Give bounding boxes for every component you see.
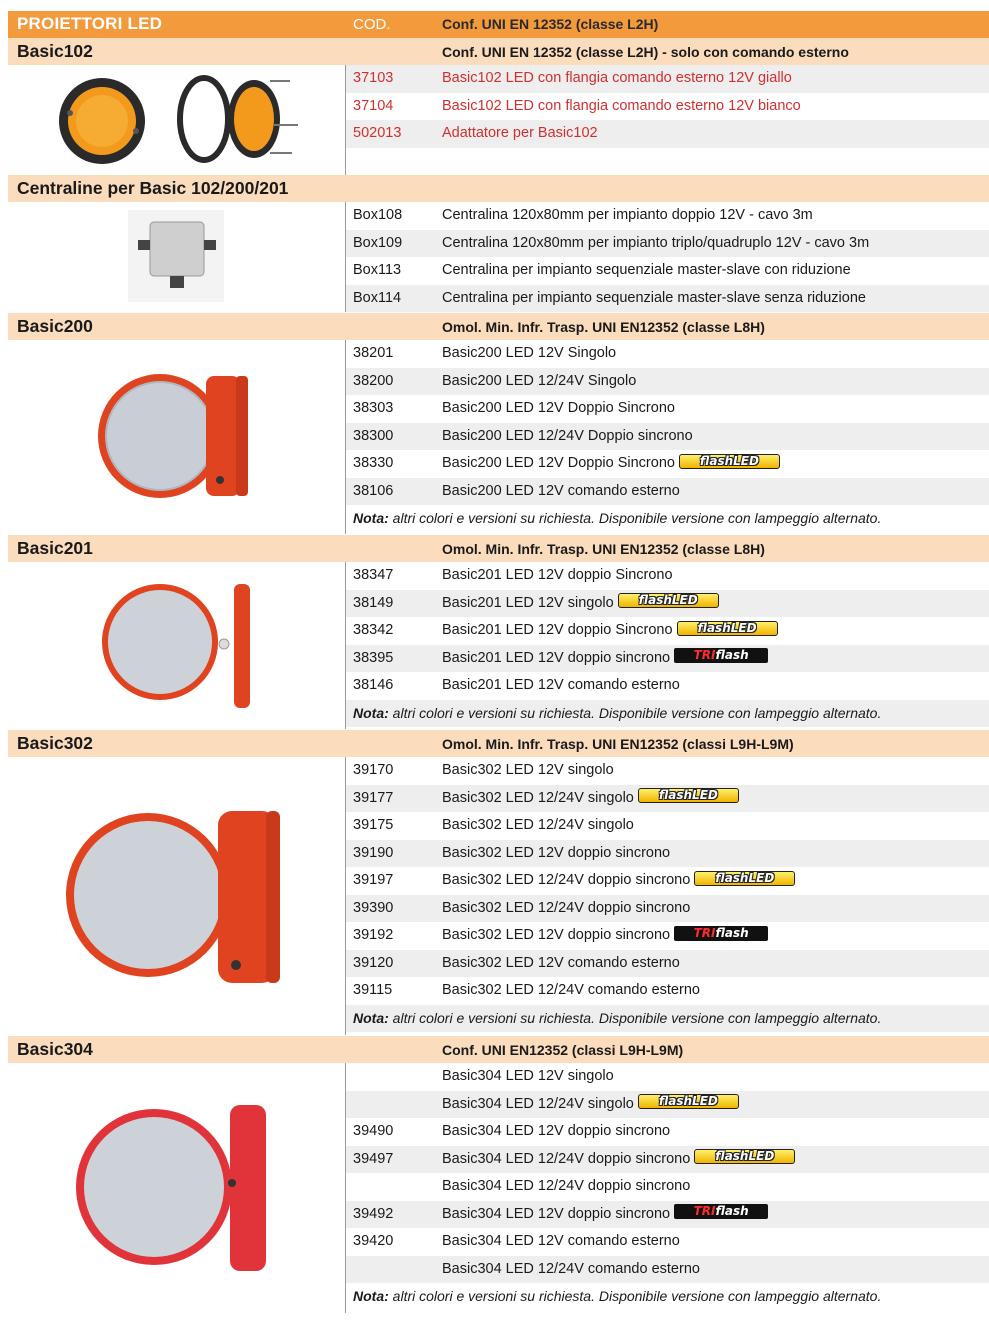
product-image-basic304: [8, 1063, 345, 1313]
table-row: 38201 Basic200 LED 12V Singolo: [346, 340, 989, 368]
table-row: Box114 Centralina per impianto sequenziale master-slave senza riduzione: [346, 285, 989, 313]
table-row: 39190 Basic302 LED 12V doppio sincrono: [346, 840, 989, 868]
table-row: Basic304 LED 12/24V doppio sincrono: [346, 1173, 989, 1201]
block-basic200: [8, 340, 989, 534]
section-title: Basic304: [17, 1039, 93, 1059]
block-basic304: [8, 1063, 989, 1313]
table-row: 39197 Basic302 LED 12/24V doppio sincrono flashLED: [346, 867, 989, 895]
note-row: Nota: altri colori e versioni su richiesta. Disponibile versione con lampeggio alternato.: [346, 1283, 989, 1311]
section-title: Basic302: [17, 733, 93, 753]
triflash-badge: TRIflash: [674, 648, 768, 663]
section-centraline: [8, 175, 989, 202]
block-basic102: [8, 65, 989, 175]
basic304-lamp-icon: [8, 1063, 345, 1313]
product-image-basic302: [8, 757, 345, 1035]
section-conf: Omol. Min. Infr. Trasp. UNI EN12352 (classe L8H): [442, 541, 765, 557]
flashled-badge: flashLED: [677, 621, 778, 636]
basic201-lamp-icon: [8, 562, 345, 729]
triflash-badge: TRIflash: [674, 1204, 768, 1219]
section-conf: Omol. Min. Infr. Trasp. UNI EN12352 (classe L8H): [442, 319, 765, 335]
table-row: 38300 Basic200 LED 12/24V Doppio sincrono: [346, 423, 989, 451]
section-title: Basic102: [17, 41, 93, 61]
note-row: Nota: altri colori e versioni su richiesta. Disponibile versione con lampeggio alternato.: [346, 505, 989, 533]
header-conf: Conf. UNI EN 12352 (classe L2H): [442, 16, 659, 32]
table-row: 38149 Basic201 LED 12V singolo flashLED: [346, 590, 989, 618]
block-centraline: [8, 202, 989, 312]
table-row: 38347 Basic201 LED 12V doppio Sincrono: [346, 562, 989, 590]
table-row: 38303 Basic200 LED 12V Doppio Sincrono: [346, 395, 989, 423]
flashled-badge: flashLED: [679, 454, 780, 469]
table-row: 38200 Basic200 LED 12/24V Singolo: [346, 368, 989, 396]
table-row: 39492 Basic304 LED 12V doppio sincrono TRIflash: [346, 1201, 989, 1229]
table-row: 37104 Basic102 LED con flangia comando esterno 12V bianco: [346, 93, 989, 121]
table-row: Box113 Centralina per impianto sequenziale master-slave con riduzione: [346, 257, 989, 285]
table-row: 38330 Basic200 LED 12V Doppio Sincrono flashLED: [346, 450, 989, 478]
control-box-icon: [8, 202, 345, 312]
table-row: Box108 Centralina 120x80mm per impianto doppio 12V - cavo 3m: [346, 202, 989, 230]
section-basic201: [8, 535, 989, 562]
basic102-lamp-icon: [8, 65, 345, 175]
block-basic302: [8, 757, 989, 1035]
section-basic304: [8, 1036, 989, 1063]
basic302-lamp-icon: [8, 757, 345, 1035]
table-row: 38146 Basic201 LED 12V comando esterno: [346, 672, 989, 700]
table-row: Basic304 LED 12/24V singolo flashLED: [346, 1091, 989, 1119]
table-row: 39390 Basic302 LED 12/24V doppio sincrono: [346, 895, 989, 923]
table-row: 38106 Basic200 LED 12V comando esterno: [346, 478, 989, 506]
section-basic102: [8, 38, 989, 65]
table-row: 39192 Basic302 LED 12V doppio sincrono TRIflash: [346, 922, 989, 950]
table-row: 39120 Basic302 LED 12V comando esterno: [346, 950, 989, 978]
table-row: 39497 Basic304 LED 12/24V doppio sincrono flashLED: [346, 1146, 989, 1174]
table-row: Basic304 LED 12V singolo: [346, 1063, 989, 1091]
table-row: 39170 Basic302 LED 12V singolo: [346, 757, 989, 785]
table-row: 39115 Basic302 LED 12/24V comando esterno: [346, 977, 989, 1005]
section-conf: Conf. UNI EN12352 (classi L9H-L9M): [442, 1042, 684, 1058]
table-row: 38342 Basic201 LED 12V doppio Sincrono flashLED: [346, 617, 989, 645]
table-row: 39175 Basic302 LED 12/24V singolo: [346, 812, 989, 840]
table-row: 502013 Adattatore per Basic102: [346, 120, 989, 148]
product-image-basic200: [8, 340, 345, 534]
product-image-basic201: [8, 562, 345, 729]
header-title: PROIETTORI LED: [17, 14, 163, 33]
section-basic200: [8, 313, 989, 340]
note-row: Nota: altri colori e versioni su richiesta. Disponibile versione con lampeggio alternato.: [346, 1005, 989, 1033]
section-title: Basic200: [17, 316, 93, 336]
flashled-badge: flashLED: [638, 1094, 739, 1109]
note-row: Nota: altri colori e versioni su richiesta. Disponibile versione con lampeggio alternato.: [346, 700, 989, 728]
flashled-badge: flashLED: [638, 788, 739, 803]
table-row: Box109 Centralina 120x80mm per impianto triplo/quadruplo 12V - cavo 3m: [346, 230, 989, 258]
section-conf: Conf. UNI EN 12352 (classe L2H) - solo con comando esterno: [442, 44, 849, 60]
section-conf: Omol. Min. Infr. Trasp. UNI EN12352 (classi L9H-L9M): [442, 736, 794, 752]
table-row: 37103 Basic102 LED con flangia comando esterno 12V giallo: [346, 65, 989, 93]
flashled-badge: flashLED: [618, 593, 719, 608]
section-title: Centraline per Basic 102/200/201: [17, 178, 289, 198]
table-row: 39490 Basic304 LED 12V doppio sincrono: [346, 1118, 989, 1146]
table-row: 39420 Basic304 LED 12V comando esterno: [346, 1228, 989, 1256]
header-cod: COD.: [353, 16, 391, 33]
flashled-badge: flashLED: [694, 871, 795, 886]
flashled-badge: flashLED: [694, 1149, 795, 1164]
section-basic302: [8, 730, 989, 757]
table-row: 39177 Basic302 LED 12/24V singolo flashLED: [346, 785, 989, 813]
block-basic201: [8, 562, 989, 729]
basic200-lamp-icon: [8, 340, 345, 534]
triflash-badge: TRIflash: [674, 926, 768, 941]
table-row: 38395 Basic201 LED 12V doppio sincrono TRIflash: [346, 645, 989, 673]
product-image-centralina: [8, 202, 345, 312]
product-image-basic102: [8, 65, 345, 175]
section-title: Basic201: [17, 538, 93, 558]
table-header: [8, 11, 989, 38]
table-row: Basic304 LED 12/24V comando esterno: [346, 1256, 989, 1284]
